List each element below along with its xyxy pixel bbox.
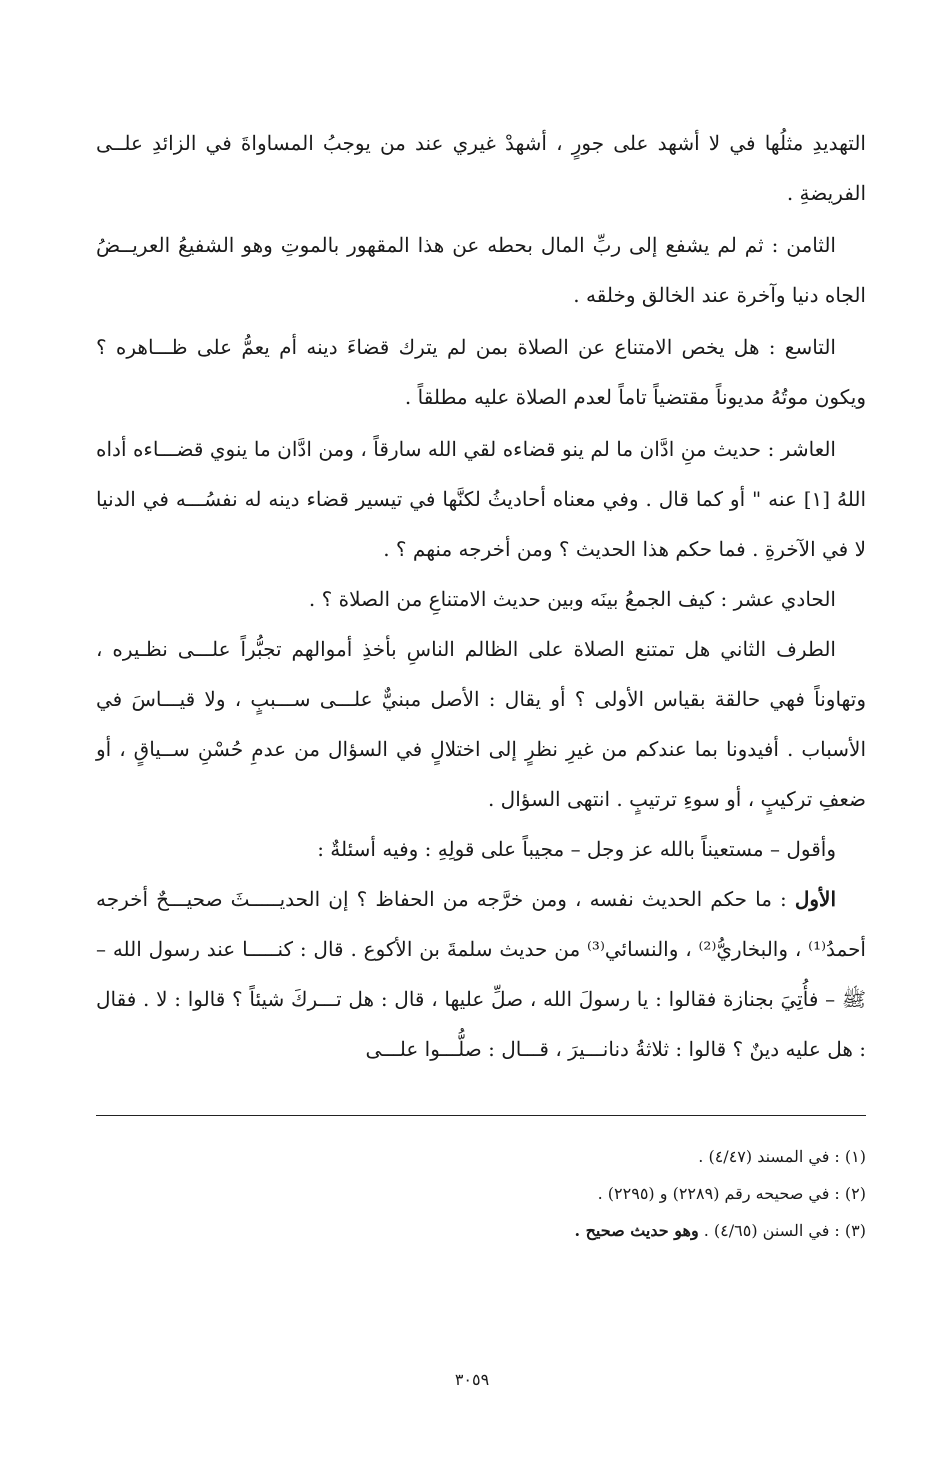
paragraph-7: وأقول – مستعيناً بالله عز وجل – مجيباً على قولِهِ : وفيه أسئلةٌ : [317, 837, 836, 861]
paragraph-6: الطرف الثاني هل تمتنع الصلاة على الظالم الناسِ بأخذِ أموالهم تجبُّراً علـــى نظـيره ، وتهاوناً فهي حالقة بقياس الأولى ؟ أو يقال : الأصل مبنيٌّ علـــى ســـببٍ ، ولا قيـــاسَ في الأسباب . أفيدونا بما عندكم من غيرِ نظرٍ إلى اختلالٍ في السؤال من عدمِ حُسْنِ ســياقٍ ، أو ضعفِ تركيبٍ ، أو سوءِ ترتيبٍ . انتهى السؤال . [96, 637, 866, 811]
paragraph-8-text: : ما حكم الحديث نفسه ، ومن خرَّجه من الحفاظ ؟ إن الحديـــــثَ صحيـــحٌ أخرجه أحمدُ⁽¹⁾ ، والبخاريُّ⁽²⁾ ، والنسائي⁽³⁾ من حديث سلمةَ بن الأكوع . قال : كنـــــا عند رسول الله – ﷺ – فأُتِيَ بجنازة فقالوا : يا رسولَ الله ، صلِّ عليها ، قال : هل تـــركَ شيئاً ؟ قالوا : لا . فقال : هل عليه دينٌ ؟ قالوا : ثلاثةُ دنانـــيرَ ، قـــال : صلُّـــوا علـــى [96, 887, 867, 1061]
paragraph-4: العاشر : حديث منِ ادَّان ما لم ينو قضاءه لقي الله سارقاً ، ومن ادَّان ما ينوي قضـــاءه أداه اللهُ [١] عنه " أو كما قال . وفي معناه أحاديثُ لكنَّها في تيسير قضاء دينه له نفسُـــه في الدنيا لا في الآخرةِ . فما حكم هذا الحديث ؟ ومن أخرجه منهم ؟ . [96, 437, 867, 561]
paragraph-8-lead: الأول [794, 887, 836, 911]
footnote-divider [96, 1115, 866, 1116]
paragraph-8 [96, 874, 866, 1074]
footnote-3-bold: وهو حديث صحيح . [574, 1221, 699, 1240]
page-body [96, 118, 866, 1074]
main-text [96, 118, 866, 1074]
footnotes [96, 1138, 866, 1249]
paragraph-2: الثامن : ثم لم يشفع إلى ربِّ المال بحطه عن هذا المقهور بالموتِ وهو الشفيعُ العريــضُ الجاه دنيا وآخرة عند الخالق وخلقه . [96, 233, 866, 307]
footnote-3-text: (٣) : في السنن (٤/٦٥) . [698, 1221, 866, 1240]
paragraph-1: التهديدِ مثلُها في لا أشهد على جورٍ ، أشهدْ غيري عند من يوجبُ المساواةَ في الزائدِ علــى الفريضةِ . [96, 131, 866, 205]
paragraph-5: الحادي عشر : كيف الجمعُ بينَه وبين حديث الامتناعِ من الصلاة ؟ . [308, 587, 836, 611]
page-number: ٣٠٥٩ [454, 1370, 490, 1389]
paragraph-3: التاسع : هل يخص الامتناع عن الصلاة بمن لم يترك قضاءَ دينه أم يعمُّ على ظـــاهره ؟ ويكون موتُهُ مديوناً مقتضياً تاماً لعدم الصلاة عليه مطلقاً . [96, 335, 866, 409]
footnote-1: (١) : في المسند (٤/٤٧) . [698, 1147, 866, 1166]
footnote-2: (٢) : في صحيحه رقم (٢٢٨٩) و (٢٢٩٥) . [597, 1184, 866, 1203]
footnote-3 [96, 1212, 866, 1249]
